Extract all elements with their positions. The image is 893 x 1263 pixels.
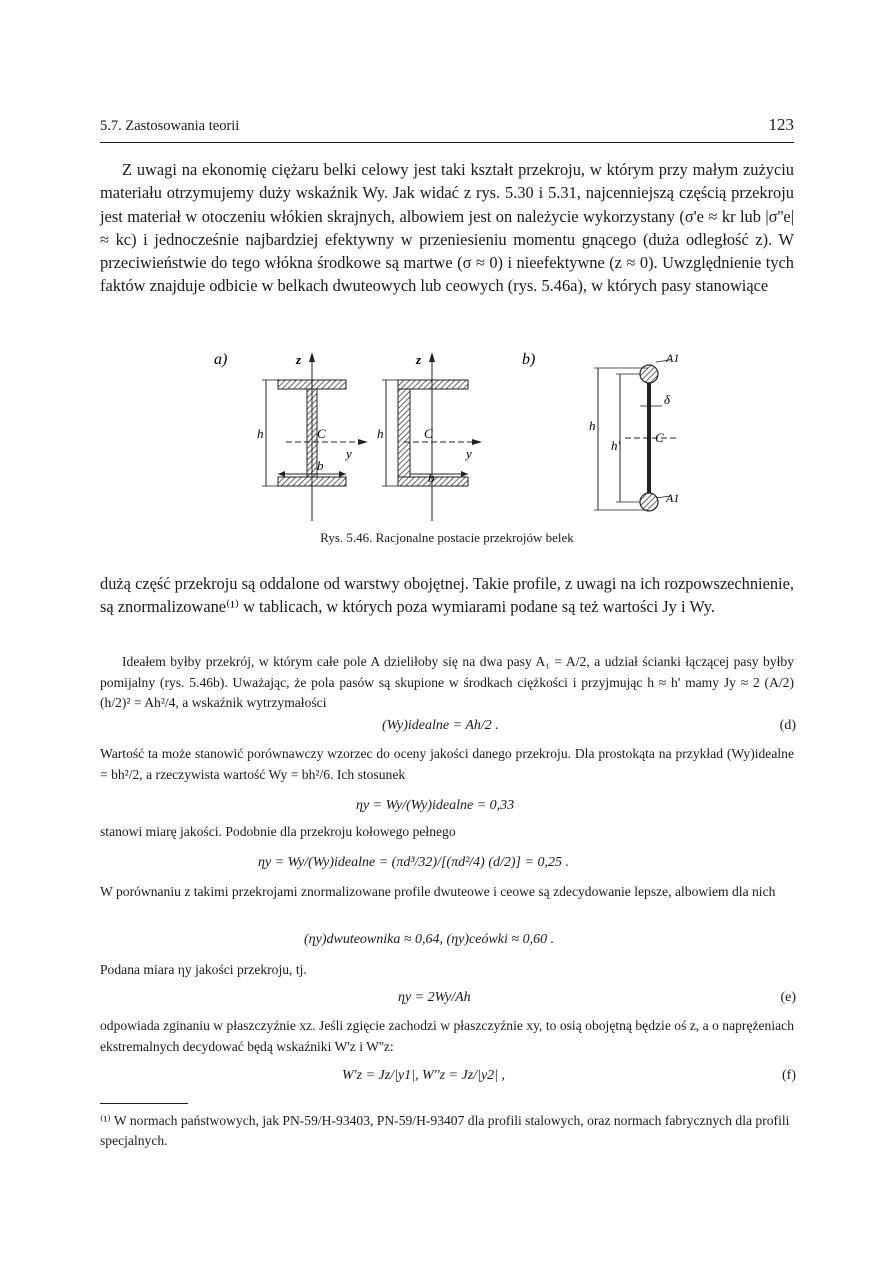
i-beam-section xyxy=(262,352,368,521)
page-number: 123 xyxy=(768,115,794,134)
equation-circle: ηy = Wy/(Wy)idealne = (πd³/32)/[(πd²/4) (d/2)] = 0,25 . xyxy=(258,855,569,870)
fig-label-h-b: h xyxy=(589,418,596,433)
equation-ratio: ηy = Wy/(Wy)idealne = 0,33 xyxy=(356,798,515,813)
small-paragraph-1-text: Ideałem byłby przekrój, w którym całe pole A dzieliłoby się na dwa pasy A₁ = A/2, a udział ścianki łączącej pasy byłby pomijalny (rys. 5.46b). Uważając, że pola pasów są skupione w środkach ciężkości i przyjmując h ≈ h' mamy Jy ≈ 2 (A/2) (h/2)² = Ah²/4, a wskaźnik wytrzymałości xyxy=(100,654,794,710)
small-paragraph-5-text: Podana miara ηy jakości przekroju, tj. xyxy=(100,962,307,977)
paragraph-2 xyxy=(100,572,794,619)
small-paragraph-5 xyxy=(100,960,794,981)
paragraph-1-text: Z uwagi na ekonomię ciężaru belki celowy jest taki kształt przekroju, w którym przy małym zużyciu materiału otrzymujemy duży wskaźnik Wy. Jak widać z rys. 5.30 i 5.31, najcenniejszą częścią przekroju jest materiał w otoczeniu włókien skrajnych, albowiem jest on należycie wykorzystany (σ'e ≈ kr lub |σ''e| ≈ kc) i jednocześnie najbardziej efektywny w przeniesieniu momentu gnącego (duża odległość z). W przeciwieństwie do tego włókna środkowe są martwe (σ ≈ 0) i nieefektywne (z ≈ 0). Uwzględnienie tych faktów znajduje odbicie w belkach dwuteowych lub ceowych (rys. 5.46a), w których pasy stanowiące xyxy=(100,160,794,296)
equation-e: ηy = 2Wy/Ah xyxy=(398,990,471,1005)
fig-label-h-a: h xyxy=(257,426,264,441)
fig-label-c-channel: C xyxy=(424,426,433,441)
small-paragraph-4-text: W porównaniu z takimi przekrojami znormalizowane profile dwuteowe i ceowe są zdecydowanie lepsze, albowiem dla nich xyxy=(100,884,776,899)
fig-label-c-a: C xyxy=(317,426,326,441)
small-paragraph-3 xyxy=(100,822,794,843)
fig-label-h-prime-b: h' xyxy=(611,438,621,453)
paragraph-2-text: dużą część przekroju są oddalone od warstwy obojętnej. Takie profile, z uwagi na ich rozpowszechnienie, są znormalizowane⁽¹⁾ w tablicach, w których poza wymiarami podane są też wartości Jy i Wy. xyxy=(100,574,794,617)
figure-beam-sections xyxy=(200,346,700,521)
small-paragraph-4 xyxy=(100,882,794,903)
figure-caption: Rys. 5.46. Racjonalne postacie przekrojów belek xyxy=(320,530,574,545)
fig-label-a1-bottom: A1 xyxy=(666,491,680,505)
fig-label-c-b: C xyxy=(655,430,664,445)
fig-label-b-channel: b xyxy=(428,470,435,485)
equation-d: (Wy)idealne = Ah/2 . xyxy=(382,718,499,733)
small-paragraph-3-text: stanowi miarę jakości. Podobnie dla przekroju kołowego pełnego xyxy=(100,824,456,839)
equation-f: W'z = Jz/|y1|, W''z = Jz/|y2| , xyxy=(342,1068,506,1083)
equation-profiles: (ηy)dwuteownika ≈ 0,64, (ηy)ceówki ≈ 0,60 . xyxy=(304,932,555,947)
fig-label-h-channel: h xyxy=(377,426,384,441)
small-paragraph-6-text: odpowiada zginaniu w płaszczyźnie xz. Jeśli zgięcie zachodzi w płaszczyźnie xy, to osią obojętną będzie oś z, a o naprężeniach ekstremalnych decydować będą wskaźniki W'z i W''z: xyxy=(100,1018,794,1054)
small-paragraph-6 xyxy=(100,1016,794,1057)
fig-label-delta: δ xyxy=(664,392,671,407)
small-paragraph-2-text: Wartość ta może stanowić porównawczy wzorzec do oceny jakości danego przekroju. Dla prostokąta na przykład (Wy)idealne = bh²/2, a rzeczywista wartość Wy = bh²/6. Ich stosunek xyxy=(100,746,794,782)
figure-label-a: a) xyxy=(214,351,228,368)
equation-tag-d: (d) xyxy=(779,718,796,733)
equation-tag-f: (f) xyxy=(782,1068,796,1083)
ideal-section xyxy=(594,360,678,511)
running-header xyxy=(100,115,794,143)
figure-label-b: b) xyxy=(522,351,536,368)
small-paragraph-2 xyxy=(100,744,794,785)
fig-label-a1-top: A1 xyxy=(666,351,680,365)
fig-label-y-channel: y xyxy=(466,446,472,461)
fig-label-b-a: b xyxy=(317,458,324,473)
fig-label-z-channel: z xyxy=(416,352,422,367)
footnote-rule xyxy=(100,1103,188,1104)
fig-label-y-a: y xyxy=(346,446,352,461)
paragraph-1 xyxy=(100,158,794,298)
footnote: ⁽¹⁾ W normach państwowych, jak PN-59/H-93403, PN-59/H-93407 dla profili stalowych, oraz normach fabrycznych dla profili specjalnych. xyxy=(100,1113,790,1148)
small-paragraph-1 xyxy=(100,652,794,714)
equation-tag-e: (e) xyxy=(780,990,796,1005)
section-title: 5.7. Zastosowania teorii xyxy=(100,118,240,134)
fig-label-z-a: z xyxy=(296,352,302,367)
